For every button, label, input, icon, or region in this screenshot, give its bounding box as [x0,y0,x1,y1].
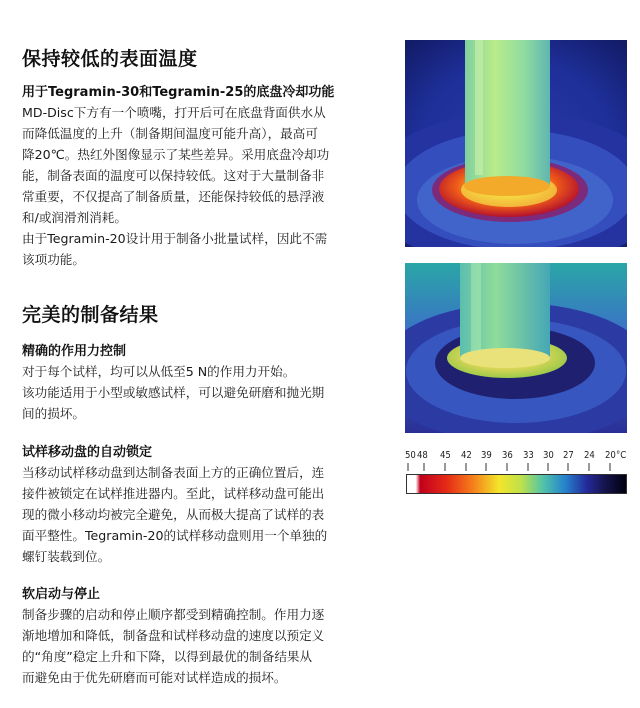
force-line: 对于每个试样，均可以从低至5 N的作用力开始。 [22,364,296,379]
cooling-line: 而降低温度的上升（制备期间温度可能升高），最高可 [22,126,318,141]
scale-label: 33 [523,450,534,461]
scale-label: 24 [584,450,595,461]
cooling-line: 常重要，不仅提高了制备质量，还能保持较低的悬浮液 [22,189,325,204]
thermal-image-hot [405,40,627,247]
cooling-line: 该项功能。 [22,252,85,267]
force-control-block [22,340,390,424]
auto-lock-heading: 试样移动盘的自动锁定 [22,445,153,460]
section-results [22,300,390,327]
lock-line: 接件被锁定在试样推进器内。至此，试样移动盘可能出 [22,486,325,501]
scale-label: 42 [461,450,472,461]
lock-line: 当移动试样移动盘到达制备表面上方的正确位置后，连 [22,465,325,480]
thermal-image-cool [405,263,627,433]
scale-label: 36 [502,450,513,461]
soft-line: 而避免由于优先研磨而可能对试样造成的损坏。 [22,670,287,685]
cooling-line: 能，制备表面的温度可以保持较低。这对于大量制备非 [22,168,325,183]
lock-line: 面平整性。Tegramin-20的试样移动盘则用一个单独的 [22,528,328,543]
force-line: 该功能适用于小型或敏感试样，可以避免研磨和抛光期 [22,385,325,400]
cooling-subtitle: 用于Tegramin-30和Tegramin-25的底盘冷却功能 [22,85,335,100]
lock-line: 螺钉装载到位。 [22,549,111,564]
scale-label: 39 [481,450,492,461]
scale-label: 48 [417,450,428,461]
scale-label: 45 [440,450,451,461]
soft-line: 的“角度”稳定上升和下降，以得到最优的制备结果从 [22,649,313,664]
temperature-color-bar [406,474,627,494]
section-title-cooling: 保持较低的表面温度 [22,48,198,70]
scale-tick-marks [405,463,627,472]
soft-start-heading: 软启动与停止 [22,587,101,602]
cooling-line: 降20℃。热红外图像显示了某些差异。采用底盘冷却功 [22,147,330,162]
temperature-scale [405,450,627,464]
section-title-results: 完美的制备结果 [22,304,159,326]
cooling-line: 和/或润滑剂消耗。 [22,210,127,225]
cooling-line: MD-Disc下方有一个喷嘴，打开后可在底盘背面供水从 [22,105,326,120]
lock-line: 现的微小移动均被完全避免，从而极大提高了试样的表 [22,507,325,522]
scale-label: 27 [563,450,574,461]
cooling-body [22,81,390,270]
soft-line: 渐地增加和降低，制备盘和试样移动盘的速度以预定义 [22,628,325,643]
soft-line: 制备步骤的启动和停止顺序都受到精确控制。作用力逐 [22,607,325,622]
scale-label: 30 [543,450,554,461]
soft-start-block [22,583,390,688]
scale-tick-labels [405,450,627,464]
force-line: 间的损坏。 [22,406,85,421]
cooling-line: 由于Tegramin-20设计用于制备小批量试样，因此不需 [22,231,328,246]
scale-label: 50 [405,450,416,461]
auto-lock-block [22,441,390,567]
scale-label: 20 [605,450,616,461]
scale-unit: °C [616,450,627,461]
section-cooling [22,44,390,71]
force-control-heading: 精确的作用力控制 [22,344,127,359]
